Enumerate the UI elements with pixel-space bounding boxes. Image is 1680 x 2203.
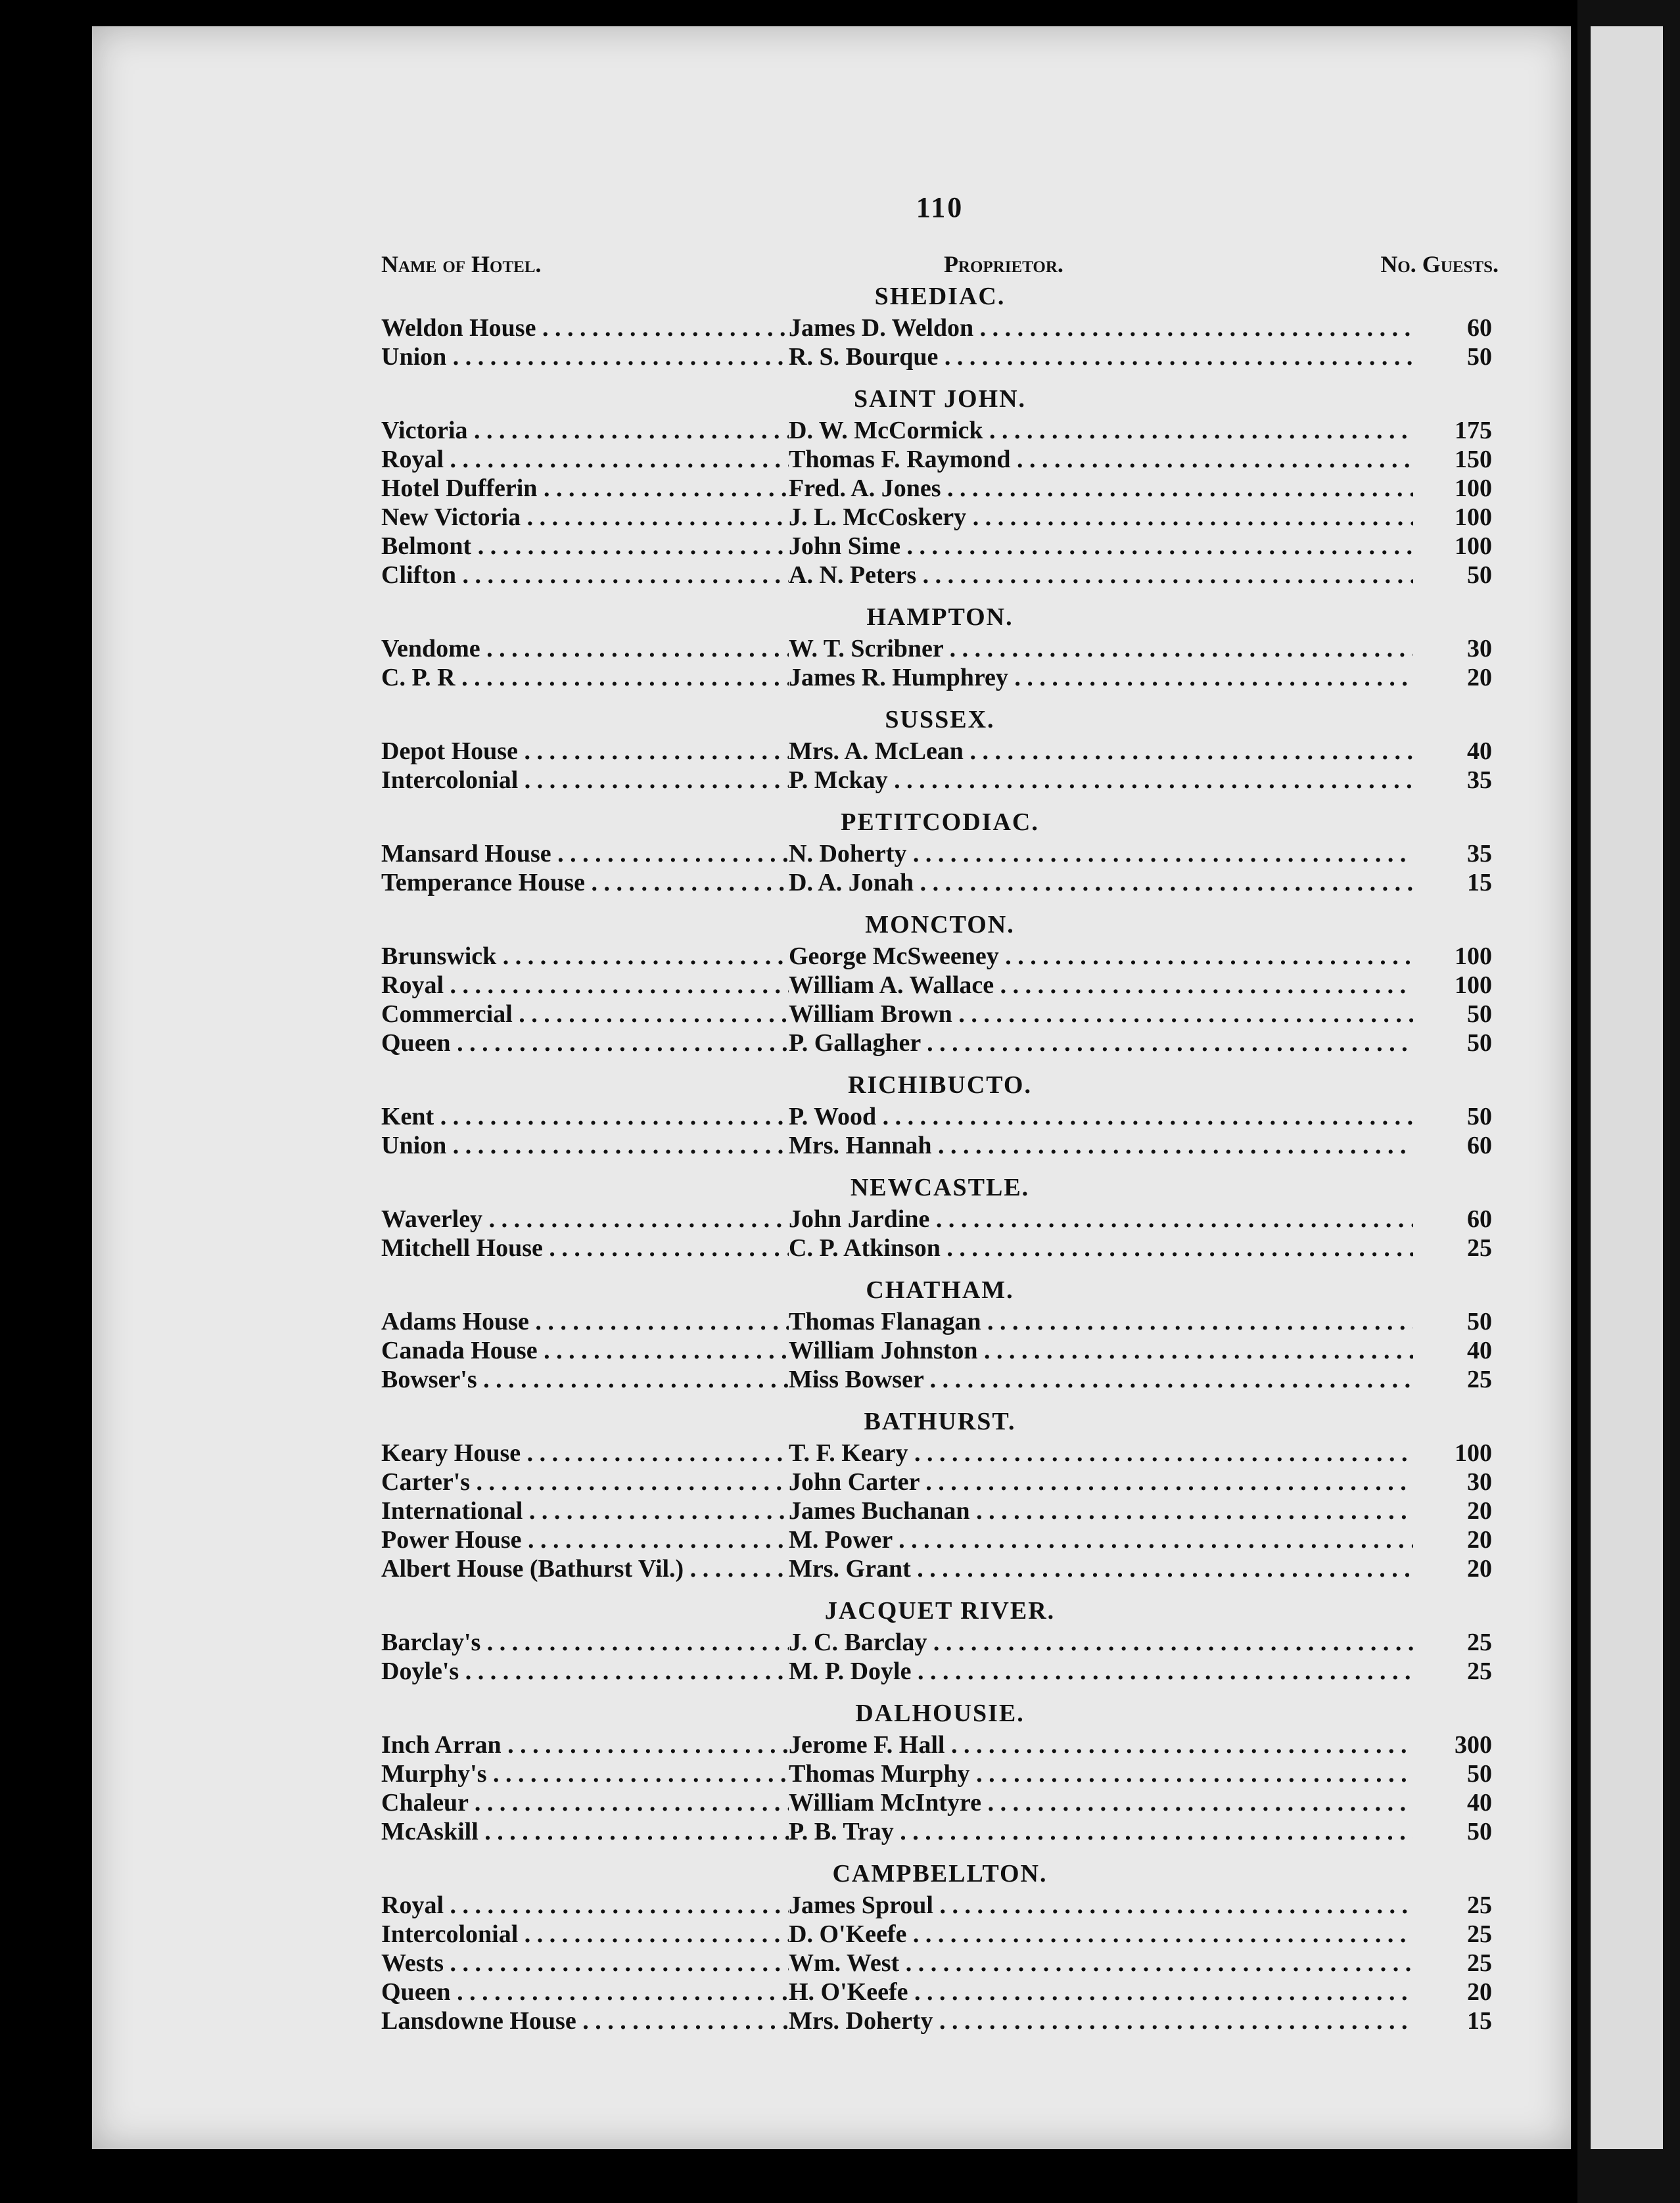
guest-count: 30 [1467,635,1492,662]
town-section [381,808,1499,897]
town-section [381,1173,1499,1263]
hotel-name: Canada House . . . [381,1336,789,1365]
town-section [381,705,1499,795]
hotel-name: Barclay's . . . [381,1628,789,1657]
town-heading: RICHIBUCTO. [848,1071,1032,1099]
guest-count: 35 [1467,766,1492,794]
hotel-name: Intercolonial . . . [381,1920,789,1949]
hotel-row [381,1628,1499,1657]
hotel-name: Lansdowne House . . . [381,2006,789,2035]
hotel-row [381,1817,1499,1846]
proprietor-name: William Brown . . . [789,1000,1413,1029]
proprietor-name: J. C. Barclay . . . [789,1628,1413,1657]
guest-count: 25 [1467,1658,1492,1685]
hotel-row [381,1554,1499,1583]
facing-page-edge [1591,26,1663,2149]
guest-count: 20 [1467,1526,1492,1554]
hotel-name: Victoria . . . [381,416,789,445]
hotel-row [381,2006,1499,2035]
guest-count: 25 [1467,1234,1492,1262]
proprietor-name: R. S. Bourque . . . [789,342,1413,371]
guest-count: 25 [1467,1366,1492,1393]
hotel-name: Doyle's . . . [381,1657,789,1686]
proprietor-name: James R. Humphrey . . . [789,663,1413,692]
guest-count: 50 [1467,1000,1492,1028]
proprietor-name: M. P. Doyle . . . [789,1657,1413,1686]
hotel-row [381,737,1499,766]
proprietor-name: John Carter . . . [789,1468,1413,1496]
proprietor-name: Thomas Murphy . . . [789,1759,1413,1788]
hotel-name: Royal . . . [381,971,789,1000]
hotel-name: Murphy's . . . [381,1759,789,1788]
column-headers [381,250,1499,278]
guest-count: 50 [1467,1760,1492,1788]
town-heading: SUSSEX. [885,706,995,733]
guest-count: 25 [1467,1949,1492,1977]
hotel-name: Inch Arran . . . [381,1730,789,1759]
hotel-row [381,445,1499,474]
hotel-row [381,1788,1499,1817]
town-heading: BATHURST. [864,1408,1016,1435]
guest-count: 100 [1455,971,1492,999]
town-section [381,1071,1499,1160]
proprietor-name: James Sproul . . . [789,1891,1413,1920]
proprietor-name: Thomas Flanagan . . . [789,1307,1413,1336]
guest-count: 50 [1467,1103,1492,1130]
town-section [381,1699,1499,1846]
guest-count: 35 [1467,840,1492,868]
hotel-row [381,634,1499,663]
hotel-row [381,1920,1499,1949]
header-proprietor: Proprietor. [943,251,1063,277]
town-section [381,603,1499,692]
hotel-row [381,942,1499,971]
proprietor-name: T. F. Keary . . . [789,1439,1413,1468]
hotel-name: Waverley . . . [381,1205,789,1234]
guest-count: 60 [1467,314,1492,342]
proprietor-name: J. L. McCoskery . . . [789,503,1413,532]
town-heading: CAMPBELLTON. [832,1860,1048,1888]
proprietor-name: Mrs. Doherty . . . [789,2006,1413,2035]
town-section [381,1859,1499,2035]
hotel-row [381,1029,1499,1057]
hotel-row [381,1496,1499,1525]
hotel-row [381,1234,1499,1263]
hotel-name: Carter's . . . [381,1468,789,1496]
hotel-row [381,1978,1499,2006]
proprietor-name: M. Power . . . [789,1525,1413,1554]
header-guests: No. Guests. [1380,251,1499,277]
hotel-row [381,766,1499,795]
hotel-row [381,1759,1499,1788]
hotel-name: Royal . . . [381,445,789,474]
hotel-name: New Victoria . . . [381,503,789,532]
guest-count: 30 [1467,1468,1492,1496]
guest-count: 20 [1467,664,1492,691]
hotel-row [381,1468,1499,1496]
hotel-name: Kent . . . [381,1102,789,1131]
hotel-row [381,1000,1499,1029]
hotel-name: Commercial . . . [381,1000,789,1029]
hotel-row [381,1205,1499,1234]
hotel-name: McAskill . . . [381,1817,789,1846]
town-heading: SHEDIAC. [874,283,1006,310]
hotel-row [381,1891,1499,1920]
town-section [381,1276,1499,1394]
document-page [92,26,1571,2149]
proprietor-name: D. A. Jonah . . . [789,868,1413,897]
proprietor-name: Mrs. Hannah . . . [789,1131,1413,1160]
guest-count: 300 [1455,1731,1492,1759]
hotel-directory [381,191,1499,2049]
proprietor-name: D. O'Keefe . . . [789,1920,1413,1949]
hotel-name: Temperance House . . . [381,868,789,897]
town-heading: CHATHAM. [866,1276,1014,1304]
town-heading: DALHOUSIE. [855,1700,1025,1727]
guest-count: 40 [1467,1337,1492,1364]
hotel-row [381,1949,1499,1978]
hotel-row [381,416,1499,445]
proprietor-name: N. Doherty . . . [789,839,1413,868]
town-section [381,1407,1499,1583]
proprietor-name: Miss Bowser . . . [789,1365,1413,1394]
guest-count: 20 [1467,1555,1492,1583]
proprietor-name: Mrs. A. McLean . . . [789,737,1413,766]
hotel-row [381,474,1499,503]
hotel-row [381,839,1499,868]
proprietor-name: D. W. McCormick . . . [789,416,1413,445]
hotel-name: Queen . . . [381,1029,789,1057]
hotel-name: Depot House . . . [381,737,789,766]
hotel-name: Royal . . . [381,1891,789,1920]
guest-count: 175 [1455,417,1492,444]
town-section [381,282,1499,371]
guest-count: 60 [1467,1205,1492,1233]
hotel-row [381,561,1499,590]
hotel-row [381,1336,1499,1365]
guest-count: 40 [1467,737,1492,765]
hotel-name: Adams House . . . [381,1307,789,1336]
proprietor-name: Thomas F. Raymond . . . [789,445,1413,474]
hotel-name: Wests . . . [381,1949,789,1978]
proprietor-name: James D. Weldon . . . [789,313,1413,342]
hotel-name: Chaleur . . . [381,1788,789,1817]
proprietor-name: C. P. Atkinson . . . [789,1234,1413,1263]
hotel-row [381,1365,1499,1394]
town-sections [381,282,1499,2035]
guest-count: 50 [1467,1029,1492,1057]
header-hotel: Name of Hotel. [381,251,542,277]
proprietor-name: P. Gallagher . . . [789,1029,1413,1057]
proprietor-name: William McIntyre . . . [789,1788,1413,1817]
proprietor-name: P. Wood . . . [789,1102,1413,1131]
hotel-name: Queen . . . [381,1978,789,2006]
hotel-row [381,1131,1499,1160]
town-section [381,384,1499,590]
hotel-name: Power House . . . [381,1525,789,1554]
hotel-row [381,342,1499,371]
proprietor-name: Wm. West . . . [789,1949,1413,1978]
hotel-name: Vendome . . . [381,634,789,663]
proprietor-name: W. T. Scribner . . . [789,634,1413,663]
guest-count: 150 [1455,446,1492,473]
proprietor-name: P. Mckay . . . [789,766,1413,795]
hotel-row [381,1102,1499,1131]
town-heading: NEWCASTLE. [850,1174,1030,1201]
guest-count: 50 [1467,561,1492,589]
proprietor-name: John Sime . . . [789,532,1413,561]
guest-count: 50 [1467,1308,1492,1335]
guest-count: 25 [1467,1920,1492,1948]
guest-count: 40 [1467,1789,1492,1817]
guest-count: 20 [1467,1497,1492,1525]
proprietor-name: H. O'Keefe . . . [789,1978,1413,2006]
hotel-row [381,313,1499,342]
hotel-name: Intercolonial . . . [381,766,789,795]
proprietor-name: Jerome F. Hall . . . [789,1730,1413,1759]
hotel-name: Union . . . [381,1131,789,1160]
hotel-name: Albert House (Bathurst Vil.) . . . [381,1554,789,1583]
town-heading: MONCTON. [865,911,1015,939]
town-heading: SAINT JOHN. [853,385,1027,413]
hotel-name: Clifton . . . [381,561,789,590]
town-heading: JACQUET RIVER. [824,1597,1056,1625]
hotel-name: Weldon House . . . [381,313,789,342]
hotel-name: Brunswick . . . [381,942,789,971]
town-heading: PETITCODIAC. [841,808,1039,836]
proprietor-name: A. N. Peters . . . [789,561,1413,590]
hotel-row [381,1525,1499,1554]
hotel-name: Mansard House . . . [381,839,789,868]
guest-count: 60 [1467,1132,1492,1159]
proprietor-name: William Johnston . . . [789,1336,1413,1365]
guest-count: 100 [1455,532,1492,560]
hotel-row [381,971,1499,1000]
hotel-row [381,1657,1499,1686]
guest-count: 15 [1467,869,1492,896]
hotel-row [381,532,1499,561]
guest-count: 100 [1455,475,1492,502]
proprietor-name: William A. Wallace . . . [789,971,1413,1000]
guest-count: 50 [1467,343,1492,371]
hotel-row [381,1439,1499,1468]
hotel-name: Belmont . . . [381,532,789,561]
hotel-row [381,868,1499,897]
proprietor-name: Fred. A. Jones . . . [789,474,1413,503]
hotel-row [381,503,1499,532]
hotel-name: C. P. R . . . [381,663,789,692]
guest-count: 20 [1467,1978,1492,2006]
guest-count: 50 [1467,1818,1492,1845]
hotel-name: Mitchell House . . . [381,1234,789,1263]
proprietor-name: P. B. Tray . . . [789,1817,1413,1846]
hotel-name: Bowser's . . . [381,1365,789,1394]
guest-count: 25 [1467,1629,1492,1656]
town-heading: HAMPTON. [866,603,1014,631]
guest-count: 100 [1455,1439,1492,1467]
hotel-name: Union . . . [381,342,789,371]
guest-count: 100 [1455,503,1492,531]
guest-count: 25 [1467,1891,1492,1919]
guest-count: 15 [1467,2007,1492,2035]
hotel-name: Keary House . . . [381,1439,789,1468]
hotel-row [381,663,1499,692]
proprietor-name: James Buchanan . . . [789,1496,1413,1525]
hotel-name: Hotel Dufferin . . . [381,474,789,503]
proprietor-name: Mrs. Grant . . . [789,1554,1413,1583]
proprietor-name: George McSweeney . . . [789,942,1413,971]
hotel-row [381,1307,1499,1336]
hotel-row [381,1730,1499,1759]
town-section [381,1596,1499,1686]
proprietor-name: John Jardine . . . [789,1205,1413,1234]
hotel-name: International . . . [381,1496,789,1525]
guest-count: 100 [1455,942,1492,970]
page-number: 110 [916,191,964,223]
town-section [381,910,1499,1057]
